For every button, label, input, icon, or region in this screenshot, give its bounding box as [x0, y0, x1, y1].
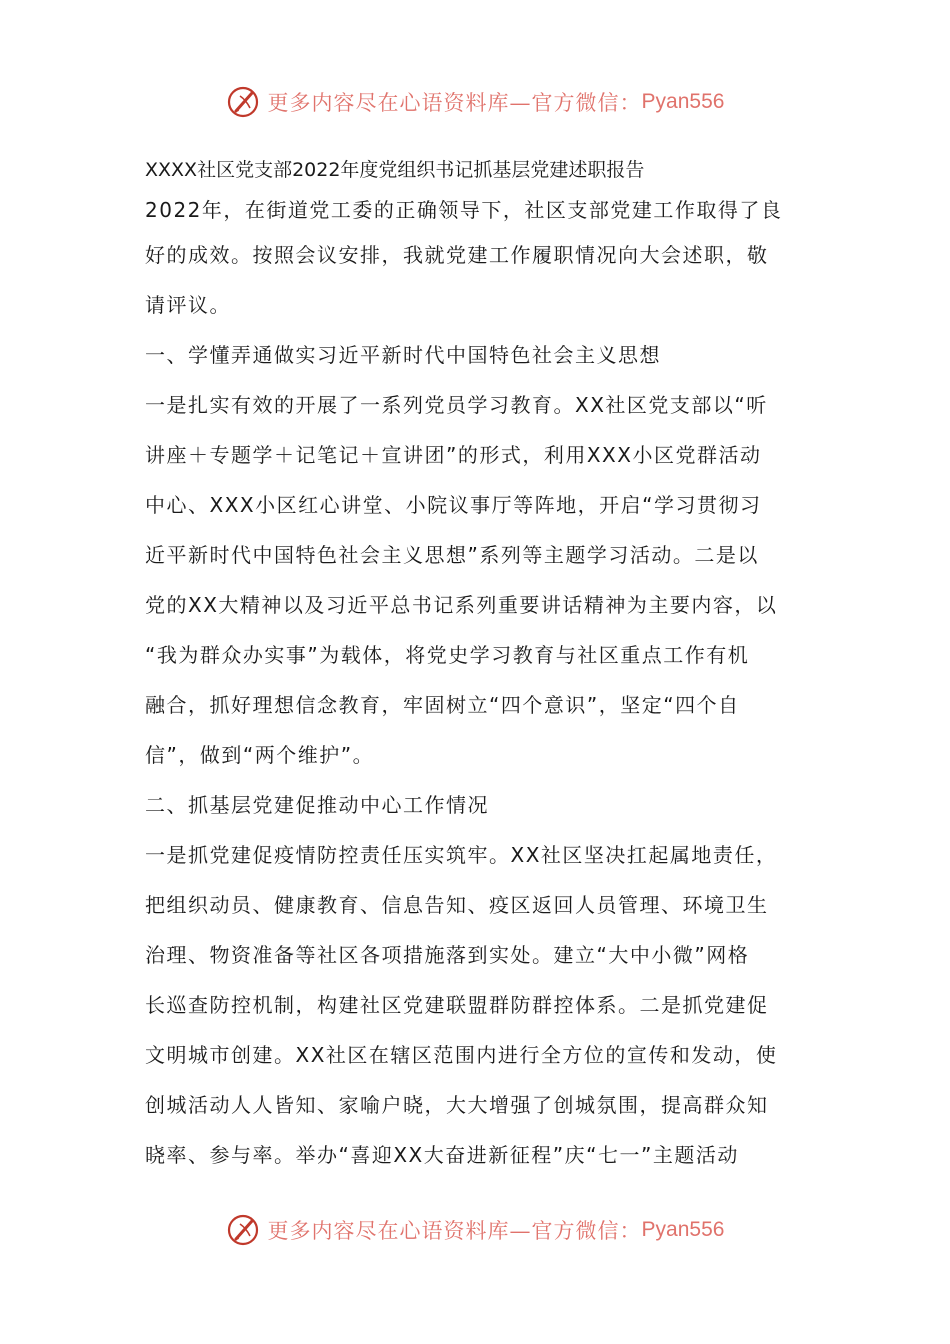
watermark-banner-top	[0, 82, 950, 122]
paragraph-line: 2022年，在街道党工委的正确领导下，社区支部党建工作取得了良	[145, 198, 783, 222]
pen-logo-icon	[226, 1212, 262, 1248]
paragraph-line: 请评议。	[145, 293, 231, 317]
paragraph-line: “我为群众办实事”为载体，将党史学习教育与社区重点工作有机	[145, 643, 750, 667]
paragraph-line: 长巡查防控机制，构建社区党建联盟群防群控体系。二是抓党建促	[145, 993, 769, 1017]
paragraph-line: 党的XX大精神以及习近平总书记系列重要讲话精神为主要内容，以	[145, 593, 778, 617]
paragraph-line: 治理、物资准备等社区各项措施落到实处。建立“大中小微”网格	[145, 943, 750, 967]
watermark-banner-bottom	[0, 1210, 950, 1250]
paragraph-line: 文明城市创建。XX社区在辖区范围内进行全方位的宣传和发动，使	[145, 1043, 778, 1067]
watermark-wechat-id: Pyan556	[641, 90, 725, 113]
section-2-paragraph	[145, 830, 810, 1180]
paragraph-line: 创城活动人人皆知、家喻户晓，大大增强了创城氛围，提高群众知	[145, 1093, 769, 1117]
document-body	[145, 150, 810, 1180]
paragraph-line: 一是抓党建促疫情防控责任压实筑牢。XX社区坚决扛起属地责任，	[145, 843, 778, 867]
paragraph-line: 讲座＋专题学＋记笔记＋宣讲团”的形式，利用XXX小区党群活动	[145, 443, 762, 467]
paragraph-line: 好的成效。按照会议安排，我就党建工作履职情况向大会述职，敬	[145, 243, 769, 267]
document-title: XXXX社区党支部2022年度党组织书记抓基层党建述职报告	[145, 159, 645, 181]
pen-logo-icon	[226, 84, 262, 120]
paragraph-line: 融合，抓好理想信念教育，牢固树立“四个意识”，坚定“四个自	[145, 693, 740, 717]
intro-paragraph	[145, 190, 810, 330]
watermark-wechat-id: Pyan556	[641, 1218, 725, 1241]
watermark-text: 更多内容尽在心语资料库—官方微信：	[267, 91, 642, 115]
paragraph-line: 近平新时代中国特色社会主义思想”系列等主题学习活动。二是以	[145, 543, 759, 567]
paragraph-line: 一是扎实有效的开展了一系列党员学习教育。XX社区党支部以“听	[145, 393, 768, 417]
section-heading-1: 一、学懂弄通做实习近平新时代中国特色社会主义思想	[145, 343, 661, 367]
section-1-paragraph	[145, 380, 810, 780]
paragraph-line: 信”，做到“两个维护”。	[145, 743, 375, 767]
paragraph-line: 把组织动员、健康教育、信息告知、疫区返回人员管理、环境卫生	[145, 893, 769, 917]
section-heading-2: 二、抓基层党建促推动中心工作情况	[145, 793, 489, 817]
paragraph-line: 晓率、参与率。举办“喜迎XX大奋进新征程”庆“七一”主题活动	[145, 1143, 739, 1167]
paragraph-line: 中心、XXX小区红心讲堂、小院议事厅等阵地，开启“学习贯彻习	[145, 493, 762, 517]
watermark-text: 更多内容尽在心语资料库—官方微信：	[267, 1219, 642, 1243]
